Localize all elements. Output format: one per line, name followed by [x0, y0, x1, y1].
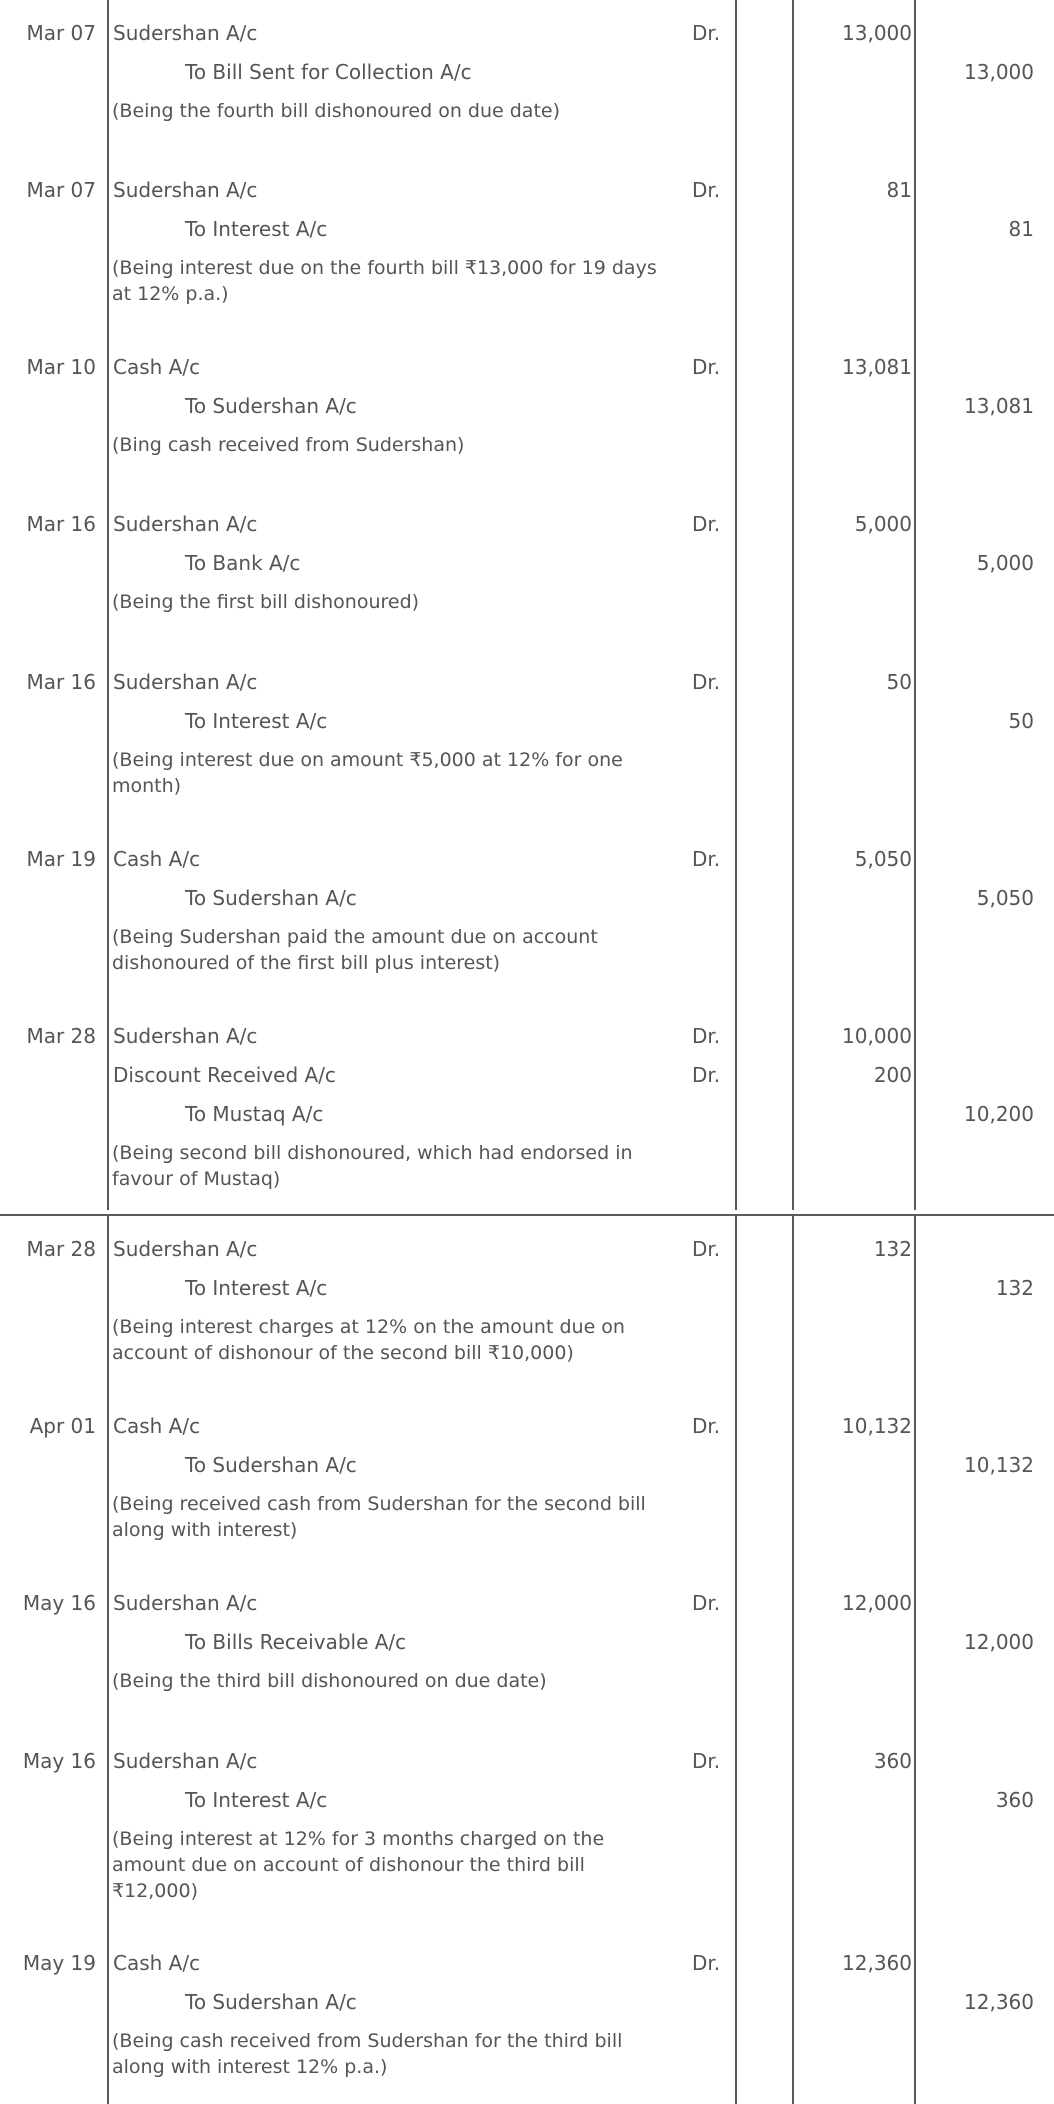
debit-amount: 12,360	[842, 1951, 912, 1975]
credit-account: To Sudershan A/c	[185, 1990, 357, 2014]
dr-label: Dr.	[692, 512, 721, 536]
dr-label: Dr.	[692, 1951, 721, 1975]
debit-account: Sudershan A/c	[113, 178, 258, 202]
debit-account: Cash A/c	[113, 1951, 201, 1975]
debit-amount: 10,132	[842, 1414, 912, 1438]
dr-label: Dr.	[692, 1591, 721, 1615]
credit-account: To Interest A/c	[185, 709, 328, 733]
credit-account: To Interest A/c	[185, 1276, 328, 1300]
credit-amount: 12,360	[964, 1990, 1034, 2014]
debit-amount: 13,081	[842, 355, 912, 379]
narration: (Being the third bill dishonoured on due date)	[112, 1670, 547, 1692]
debit-account: Sudershan A/c	[113, 1749, 258, 1773]
credit-account: To Bill Sent for Collection A/c	[185, 60, 472, 84]
credit-account: To Interest A/c	[185, 1788, 328, 1812]
narration: (Being the first bill dishonoured)	[112, 591, 420, 613]
entry-date: Mar 07	[26, 21, 96, 45]
credit-account: To Bank A/c	[185, 551, 301, 575]
credit-amount: 360	[995, 1788, 1034, 1812]
narration: (Being cash received from Sudershan for the third bill along with interest 12% p.a.)	[112, 2030, 623, 2078]
credit-amount: 12,000	[964, 1630, 1034, 1654]
dr-label: Dr.	[692, 21, 721, 45]
credit-account: To Mustaq A/c	[185, 1102, 324, 1126]
entry-date: Mar 28	[26, 1237, 96, 1261]
narration: (Bing cash received from Sudershan)	[112, 434, 465, 456]
debit-account: Sudershan A/c	[113, 21, 258, 45]
dr-label: Dr.	[692, 355, 721, 379]
entry-date: Apr 01	[29, 1414, 96, 1438]
narration: (Being the fourth bill dishonoured on due date)	[112, 100, 561, 122]
dr-label: Dr.	[692, 1414, 721, 1438]
credit-amount: 50	[1008, 709, 1034, 733]
debit-account: Cash A/c	[113, 1414, 201, 1438]
debit-account: Discount Received A/c	[113, 1063, 336, 1087]
credit-amount: 13,081	[964, 394, 1034, 418]
column-divider	[914, 0, 916, 1210]
credit-amount: 13,000	[964, 60, 1034, 84]
dr-label: Dr.	[692, 1024, 721, 1048]
debit-amount: 360	[873, 1749, 912, 1773]
credit-amount: 132	[995, 1276, 1034, 1300]
narration: (Being Sudershan paid the amount due on account dishonoured of the first bill plus interest)	[112, 926, 598, 974]
dr-label: Dr.	[692, 1749, 721, 1773]
debit-amount: 13,000	[842, 21, 912, 45]
debit-account: Sudershan A/c	[113, 1024, 258, 1048]
debit-amount: 50	[886, 670, 912, 694]
debit-amount: 81	[886, 178, 912, 202]
debit-account: Sudershan A/c	[113, 512, 258, 536]
entry-date: Mar 28	[26, 1024, 96, 1048]
debit-amount: 5,000	[854, 512, 912, 536]
debit-account: Cash A/c	[113, 355, 201, 379]
credit-amount: 10,200	[964, 1102, 1034, 1126]
column-divider	[792, 0, 794, 1210]
dr-label: Dr.	[692, 1237, 721, 1261]
column-divider	[735, 0, 737, 1210]
credit-account: To Sudershan A/c	[185, 394, 357, 418]
dr-label: Dr.	[692, 670, 721, 694]
entry-date: Mar 07	[26, 178, 96, 202]
entry-date: May 19	[22, 1951, 96, 1975]
debit-account: Sudershan A/c	[113, 1237, 258, 1261]
narration: (Being second bill dishonoured, which had endorsed in favour of Mustaq)	[112, 1142, 633, 1190]
dr-label: Dr.	[692, 178, 721, 202]
entry-date: Mar 19	[26, 847, 96, 871]
journal-panel-2	[0, 1216, 1054, 2104]
narration: (Being interest charges at 12% on the amount due on account of dishonour of the second bill ₹10,000)	[112, 1316, 625, 1364]
credit-amount: 10,132	[964, 1453, 1034, 1477]
debit-account: Sudershan A/c	[113, 670, 258, 694]
debit-amount: 5,050	[854, 847, 912, 871]
credit-account: To Sudershan A/c	[185, 886, 357, 910]
debit-amount: 200	[873, 1063, 912, 1087]
credit-amount: 81	[1008, 217, 1034, 241]
column-divider	[107, 1216, 109, 2104]
narration: (Being interest at 12% for 3 months charged on the amount due on account of dishonour the third bill ₹12,000)	[112, 1828, 605, 1902]
column-divider	[914, 1216, 916, 2104]
entry-date: Mar 16	[26, 670, 96, 694]
debit-amount: 10,000	[842, 1024, 912, 1048]
debit-account: Cash A/c	[113, 847, 201, 871]
credit-amount: 5,000	[976, 551, 1034, 575]
narration: (Being received cash from Sudershan for the second bill along with interest)	[112, 1493, 646, 1541]
credit-account: To Interest A/c	[185, 217, 328, 241]
column-divider	[107, 0, 109, 1210]
column-divider	[792, 1216, 794, 2104]
narration: (Being interest due on the fourth bill ₹13,000 for 19 days at 12% p.a.)	[112, 257, 657, 305]
column-divider	[735, 1216, 737, 2104]
dr-label: Dr.	[692, 1063, 721, 1087]
entry-date: Mar 10	[26, 355, 96, 379]
debit-amount: 12,000	[842, 1591, 912, 1615]
entry-date: May 16	[22, 1749, 96, 1773]
narration: (Being interest due on amount ₹5,000 at 12% for one month)	[112, 749, 623, 797]
debit-amount: 132	[873, 1237, 912, 1261]
debit-account: Sudershan A/c	[113, 1591, 258, 1615]
credit-account: To Sudershan A/c	[185, 1453, 357, 1477]
entry-date: Mar 16	[26, 512, 96, 536]
dr-label: Dr.	[692, 847, 721, 871]
credit-amount: 5,050	[976, 886, 1034, 910]
credit-account: To Bills Receivable A/c	[185, 1630, 407, 1654]
entry-date: May 16	[22, 1591, 96, 1615]
